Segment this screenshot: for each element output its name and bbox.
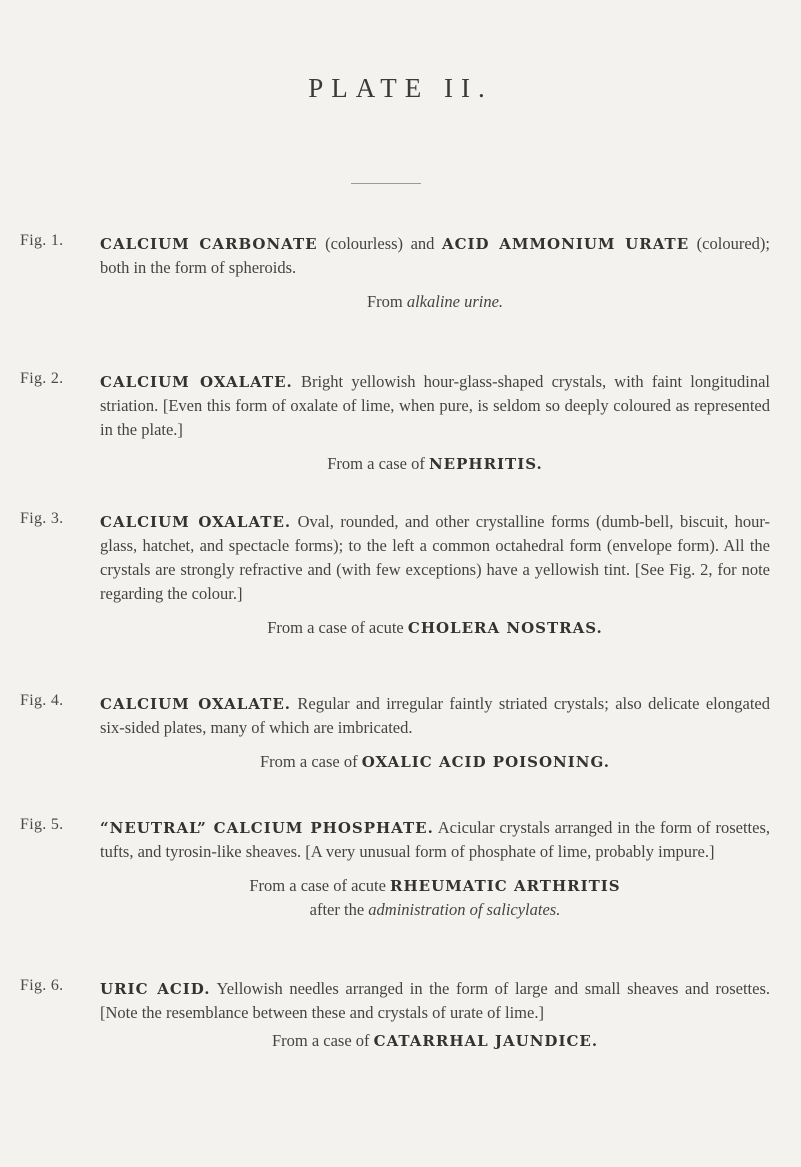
substance-name: CALCIUM CARBONATE: [100, 235, 318, 253]
substance-name: URIC ACID.: [100, 980, 211, 998]
figure-source: From a case of acute CHOLERA NOSTRAS.: [267, 618, 603, 637]
figure-description: [100, 816, 770, 922]
figure-source: From a case of acute RHEUMATIC ARTHRITIS: [249, 876, 621, 895]
figure-description: [100, 977, 770, 1053]
figure-source: From a case of CATARRHAL JAUNDICE.: [271, 1031, 599, 1050]
figure-source: From a case of OXALIC ACID POISONING.: [259, 752, 610, 771]
figure-source: From a case of NEPHRITIS.: [327, 454, 543, 473]
figure-label: Fig. 1.: [20, 232, 64, 249]
figure-label: Fig. 5.: [20, 816, 64, 833]
figure-label: Fig. 6.: [20, 977, 64, 994]
figure-source-continued: after the administration of salicylates.: [309, 900, 561, 919]
title-divider: [351, 183, 421, 184]
figure-label: Fig. 4.: [20, 692, 64, 709]
description-text: Regular and irregular faintly striated crystals; also delicate elongated six-sided plates, many of which are imbricated.: [100, 694, 770, 737]
description-text: (coloured); both in the form of spheroids.: [100, 234, 770, 277]
description-text: (colourless) and: [317, 234, 442, 253]
figure-label: Fig. 3.: [20, 510, 64, 527]
description-text: Oval, rounded, and other crystalline forms (dumb-bell, biscuit, hour-glass, hatchet, and spectacle forms); to the left a common octahedral form (envelope form). All the crystals are strongly refractive and (with few exceptions) have a yellowish tint. [See Fig. 2, for note regarding the colour.]: [100, 512, 771, 603]
figure-description: [100, 232, 770, 314]
substance-name: CALCIUM OXALATE.: [100, 513, 292, 531]
substance-name: “NEUTRAL” CALCIUM PHOSPHATE.: [100, 819, 434, 837]
substance-name: CALCIUM OXALATE.: [100, 373, 293, 391]
figure-description: [100, 370, 770, 476]
substance-name: ACID AMMONIUM URATE: [441, 235, 690, 253]
figure-label: Fig. 2.: [20, 370, 64, 387]
figure-description: [100, 510, 770, 640]
figure-source: From alkaline urine.: [366, 292, 504, 311]
description-text: Yellowish needles arranged in the form of large and small sheaves and rosettes. [Note the resemblance between these and crystals of urate of lime.]: [100, 979, 770, 1022]
substance-name: CALCIUM OXALATE.: [100, 695, 291, 713]
description-text: Acicular crystals arranged in the form of rosettes, tufts, and tyrosin-like sheaves. [A very unusual form of phosphate of lime, probably impure.]: [100, 818, 771, 861]
description-text: Bright yellowish hour-glass-shaped crystals, with faint longitudinal striation. [Even this form of oxalate of lime, when pure, is seldom so deeply coloured as represented in the plate.]: [100, 372, 770, 439]
plate-title: PLATE II.: [308, 73, 493, 103]
figure-description: [100, 692, 770, 774]
